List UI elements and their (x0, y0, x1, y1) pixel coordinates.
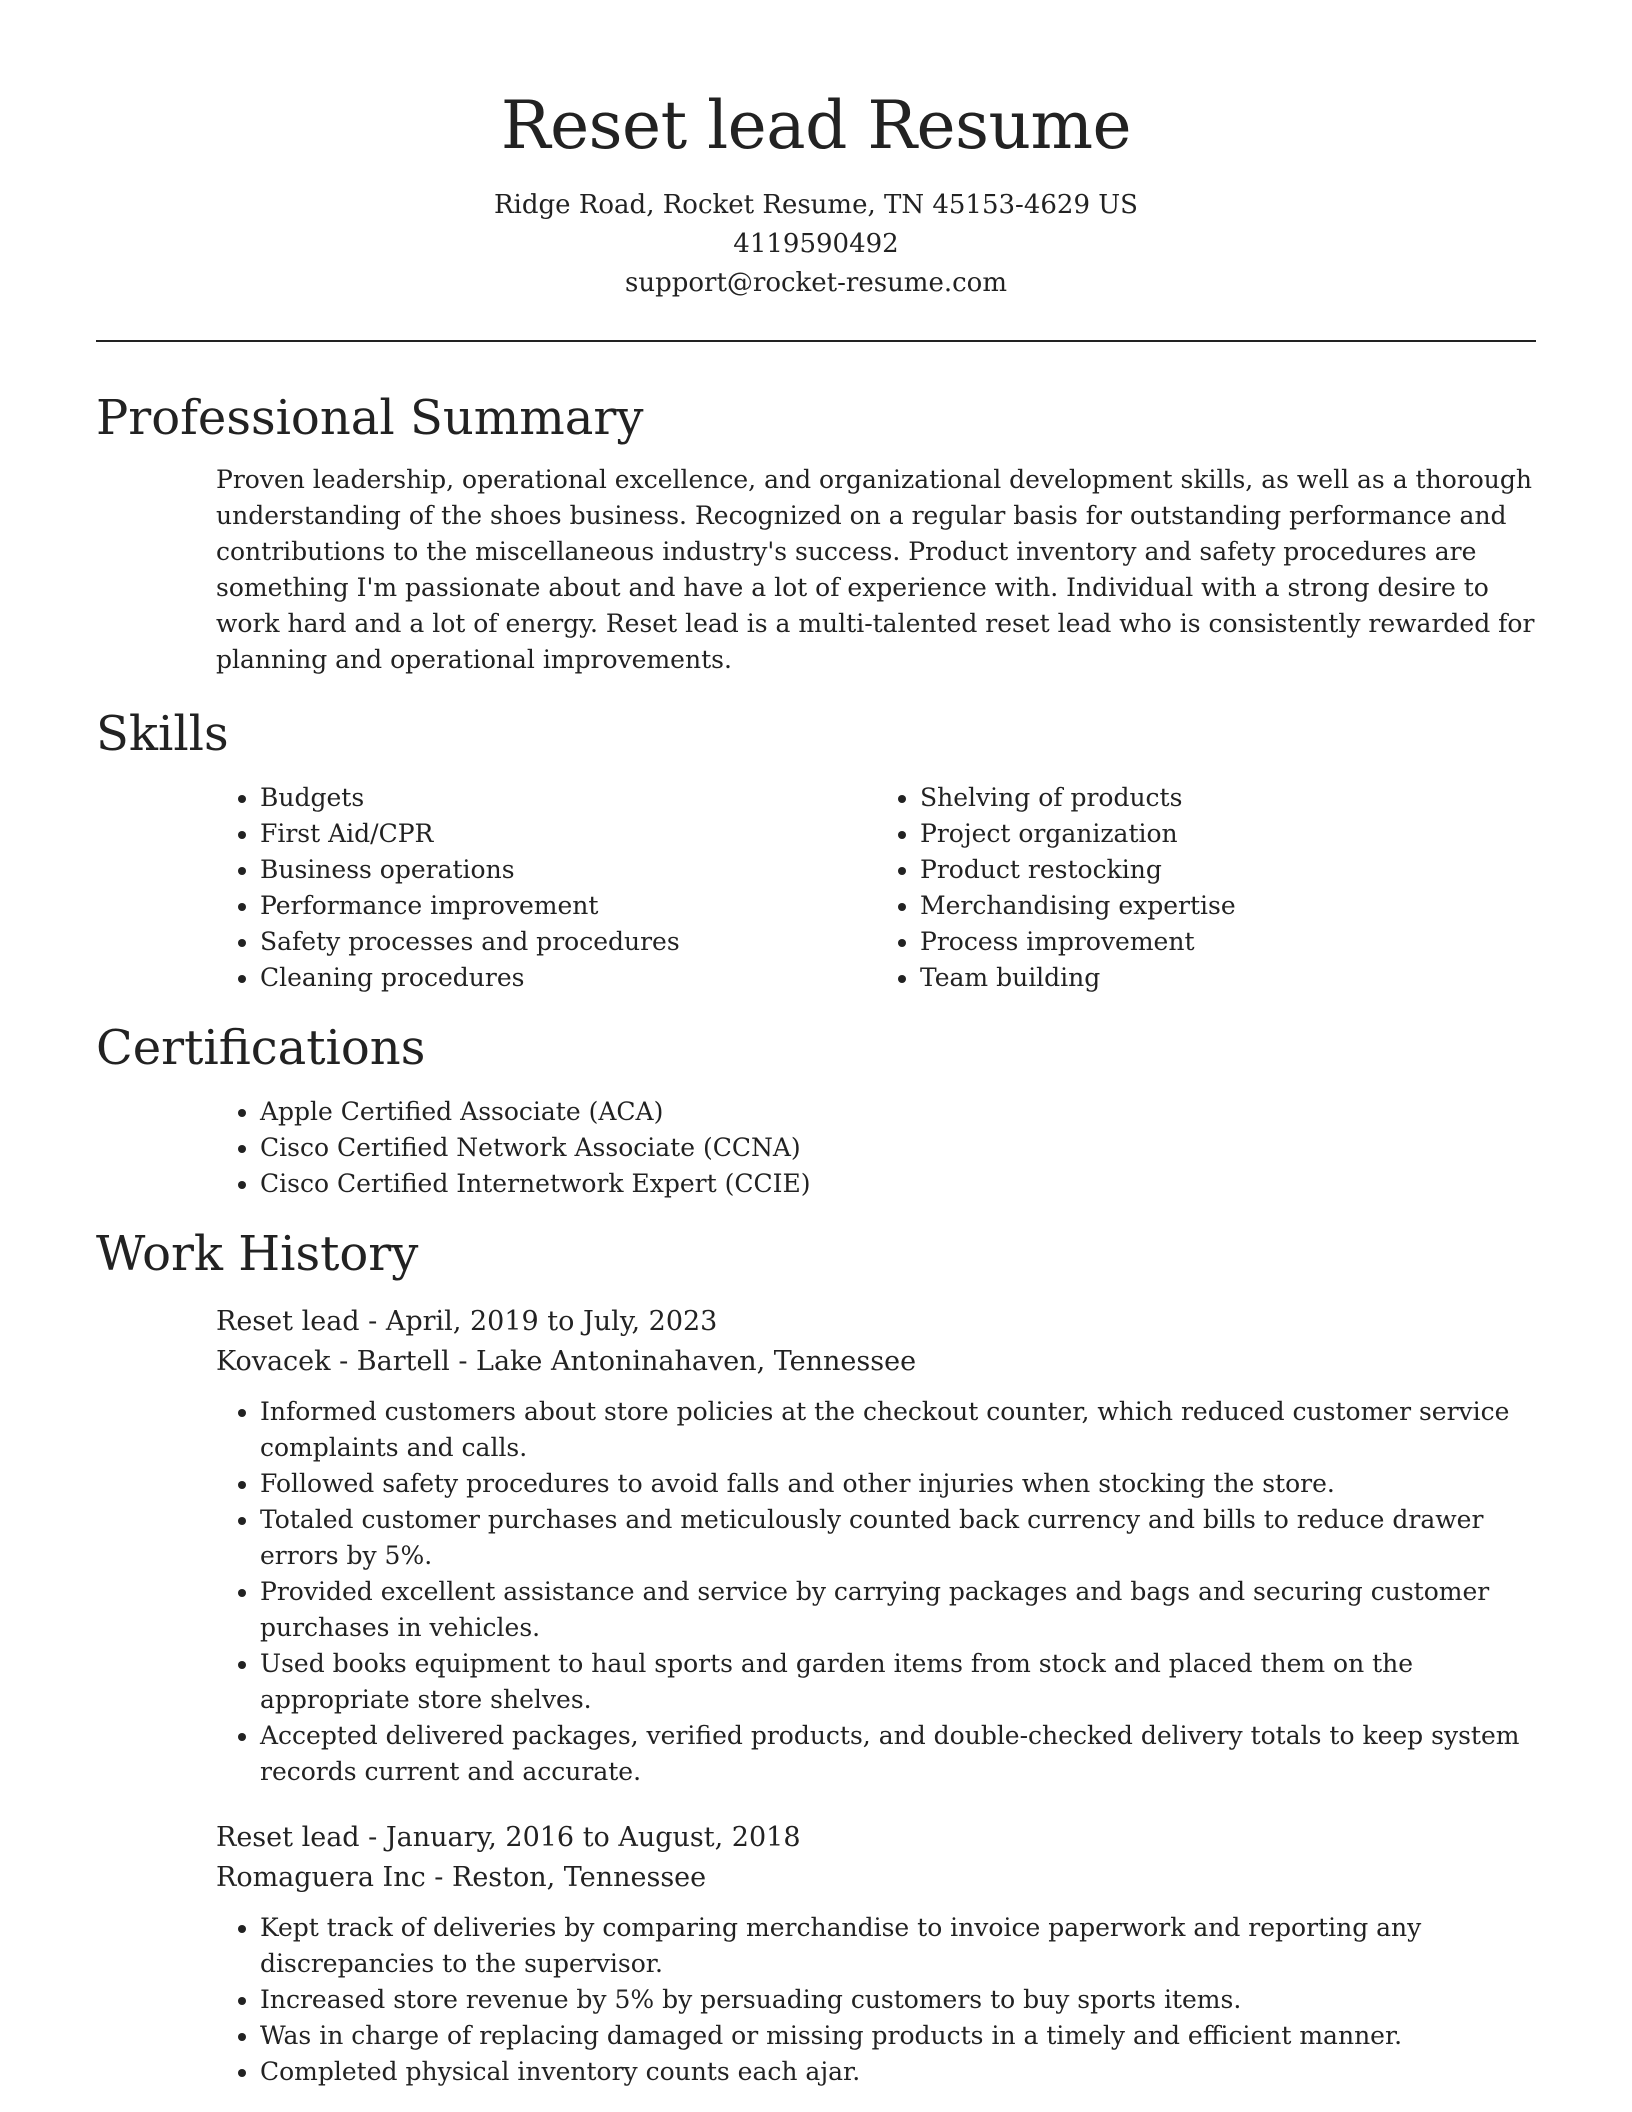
certification-item: • Apple Certified Associate (ACA) (260, 1094, 1536, 1130)
skill-item: • Merchandising expertise (920, 888, 1536, 924)
skill-item: • Product restocking (920, 852, 1536, 888)
skills-list (216, 780, 1536, 996)
certification-item: • Cisco Certified Network Associate (CCNA) (260, 1130, 1536, 1166)
skill-item: • First Aid/CPR (260, 816, 876, 852)
job-entry (216, 1818, 1536, 2090)
skills-column-left (216, 780, 876, 996)
job-duty-item: • Used books equipment to haul sports and garden items from stock and placed them on the appropriate store shelves. (260, 1646, 1536, 1718)
job-entry (216, 1302, 1536, 1790)
skill-item: • Shelving of products (920, 780, 1536, 816)
skill-item: • Safety processes and procedures (260, 924, 876, 960)
job-duty-item: • Informed customers about store policies at the checkout counter, which reduced customer service complaints and calls. (260, 1394, 1536, 1466)
skill-item: • Business operations (260, 852, 876, 888)
summary-text: Proven leadership, operational excellence, and organizational development skills, as well as a thorough understanding of the shoes business. Recognized on a regular basis for outstanding performance and contributions to the miscellaneous industry's success. Product inventory and safety procedures are something I'm passionate about and have a lot of experience with. Individual with a strong desire to work hard and a lot of energy. Reset lead is a multi-talented reset lead who is consistently rewarded for planning and operational improvements. (216, 465, 1535, 674)
job-company-location: Romaguera Inc - Reston, Tennessee (216, 1862, 707, 1893)
header-divider (96, 340, 1536, 342)
skill-item: • Performance improvement (260, 888, 876, 924)
job-duty-item: • Totaled customer purchases and meticulously counted back currency and bills to reduce drawer errors by 5%. (260, 1502, 1536, 1574)
summary-heading: Professional Summary (96, 390, 644, 446)
certifications-list (216, 1094, 1536, 1202)
job-duties-list (216, 1394, 1536, 1790)
skill-item: • Team building (920, 960, 1536, 996)
resume-header (96, 0, 1536, 303)
job-duty-item: • Was in charge of replacing damaged or missing products in a timely and efficient manner. (260, 2018, 1536, 2054)
skill-item: • Cleaning procedures (260, 960, 876, 996)
job-duty-item: • Accepted delivered packages, verified products, and double-checked delivery totals to keep system records current and accurate. (260, 1718, 1536, 1790)
job-duties-list (216, 1910, 1536, 2090)
skill-item: • Process improvement (920, 924, 1536, 960)
contact-email: support@rocket-resume.com (624, 268, 1007, 298)
contact-phone: 4119590492 (733, 229, 899, 259)
job-duty-item: • Increased store revenue by 5% by persuading customers to buy sports items. (260, 1982, 1536, 2018)
job-duty-item: • Followed safety procedures to avoid falls and other injuries when stocking the store. (260, 1466, 1536, 1502)
job-duty-item: • Kept track of deliveries by comparing merchandise to invoice paperwork and reporting any discrepancies to the supervisor. (260, 1910, 1536, 1982)
job-duty-item: • Completed physical inventory counts each ajar. (260, 2054, 1536, 2090)
job-company-location: Kovacek - Bartell - Lake Antoninahaven, Tennessee (216, 1346, 917, 1377)
contact-address: Ridge Road, Rocket Resume, TN 45153-4629 US (493, 190, 1138, 220)
certifications-heading: Certifications (96, 1020, 426, 1076)
certification-item: • Cisco Certified Internetwork Expert (CCIE) (260, 1166, 1536, 1202)
skill-item: • Budgets (260, 780, 876, 816)
work-history-heading: Work History (96, 1226, 419, 1282)
skills-heading: Skills (96, 706, 229, 762)
skills-column-right (876, 780, 1536, 996)
skill-item: • Project organization (920, 816, 1536, 852)
job-duty-item: • Provided excellent assistance and service by carrying packages and bags and securing customer purchases in vehicles. (260, 1574, 1536, 1646)
job-title-dates: Reset lead - January, 2016 to August, 2018 (216, 1822, 801, 1853)
job-title-dates: Reset lead - April, 2019 to July, 2023 (216, 1306, 718, 1337)
resume-page (96, 0, 1536, 2090)
resume-title: Reset lead Resume (500, 87, 1132, 164)
